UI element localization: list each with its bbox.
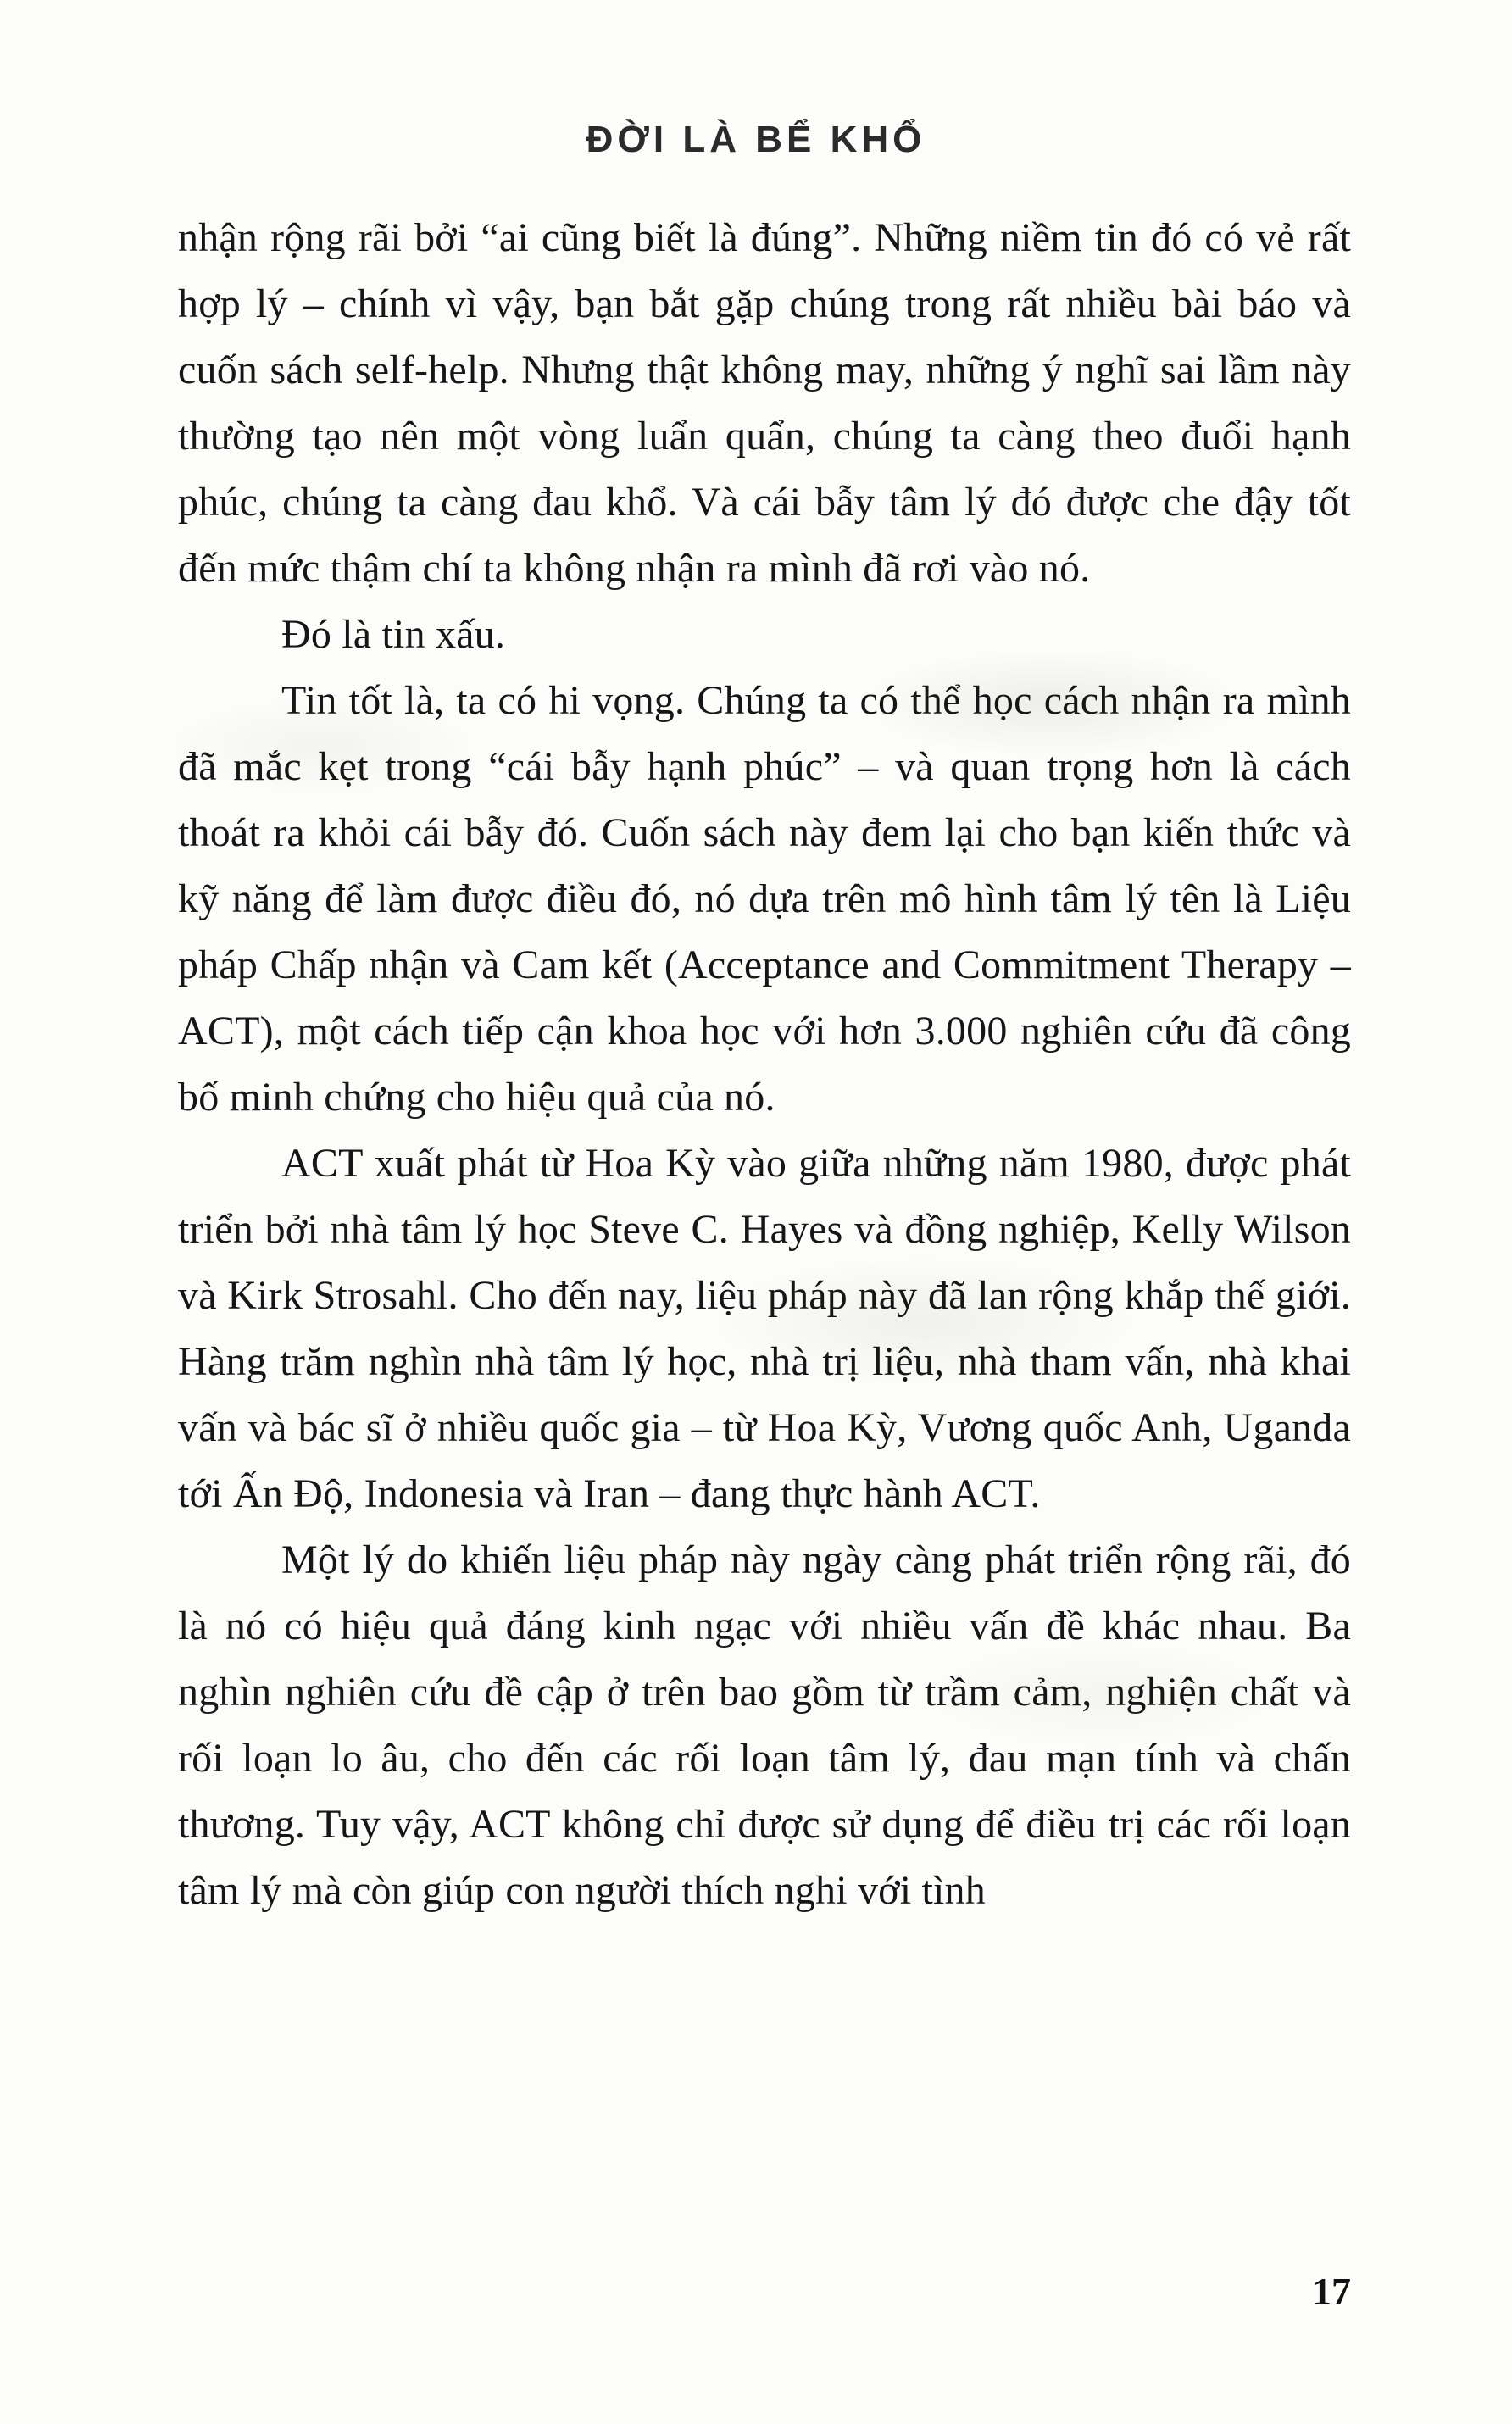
paragraph: Một lý do khiến liệu pháp này ngày càng phát triển rộng rãi, đó là nó có hiệu quả đáng kinh ngạc với nhiều vấn đề khác nhau. Ba nghìn nghiên cứu đề cập ở trên bao gồm từ trầm cảm, nghiện chất và rối loạn lo âu, cho đến các rối loạn tâm lý, đau mạn tính và chấn thương. Tuy vậy, ACT không chỉ được sử dụng để điều trị các rối loạn tâm lý mà còn giúp con người thích nghi với tình [178, 1537, 1351, 1913]
paragraph: Đó là tin xấu. [281, 612, 506, 657]
paragraph: Tin tốt là, ta có hi vọng. Chúng ta có thể học cách nhận ra mình đã mắc kẹt trong “cái bẫy hạnh phúc” – và quan trọng hơn là cách thoát ra khỏi cái bẫy đó. Cuốn sách này đem lại cho bạn kiến thức và kỹ năng để làm được điều đó, nó dựa trên mô hình tâm lý tên là Liệu pháp Chấp nhận và Cam kết (Acceptance and Commitment Therapy – ACT), một cách tiếp cận khoa học với hơn 3.000 nghiên cứu đã công bố minh chứng cho hiệu quả của nó. [178, 678, 1351, 1120]
page-body [178, 205, 1351, 1924]
paragraph: ACT xuất phát từ Hoa Kỳ vào giữa những năm 1980, được phát triển bởi nhà tâm lý học Steve C. Hayes và đồng nghiệp, Kelly Wilson và Kirk Strosahl. Cho đến nay, liệu pháp này đã lan rộng khắp thế giới. Hàng trăm nghìn nhà tâm lý học, nhà trị liệu, nhà tham vấn, nhà khai vấn và bác sĩ ở nhiều quốc gia – từ Hoa Kỳ, Vương quốc Anh, Uganda tới Ấn Độ, Indonesia và Iran – đang thực hành ACT. [178, 1141, 1351, 1516]
running-header: ĐỜI LÀ BỂ KHỔ [586, 119, 926, 160]
page-number: 17 [1312, 2270, 1351, 2313]
paragraph: nhận rộng rãi bởi “ai cũng biết là đúng”. Những niềm tin đó có vẻ rất hợp lý – chính vì vậy, bạn bắt gặp chúng trong rất nhiều bài báo và cuốn sách self-help. Nhưng thật không may, những ý nghĩ sai lầm này thường tạo nên một vòng luẩn quẩn, chúng ta càng theo đuổi hạnh phúc, chúng ta càng đau khổ. Và cái bẫy tâm lý đó được che đậy tốt đến mức thậm chí ta không nhận ra mình đã rơi vào nó. [178, 215, 1351, 591]
